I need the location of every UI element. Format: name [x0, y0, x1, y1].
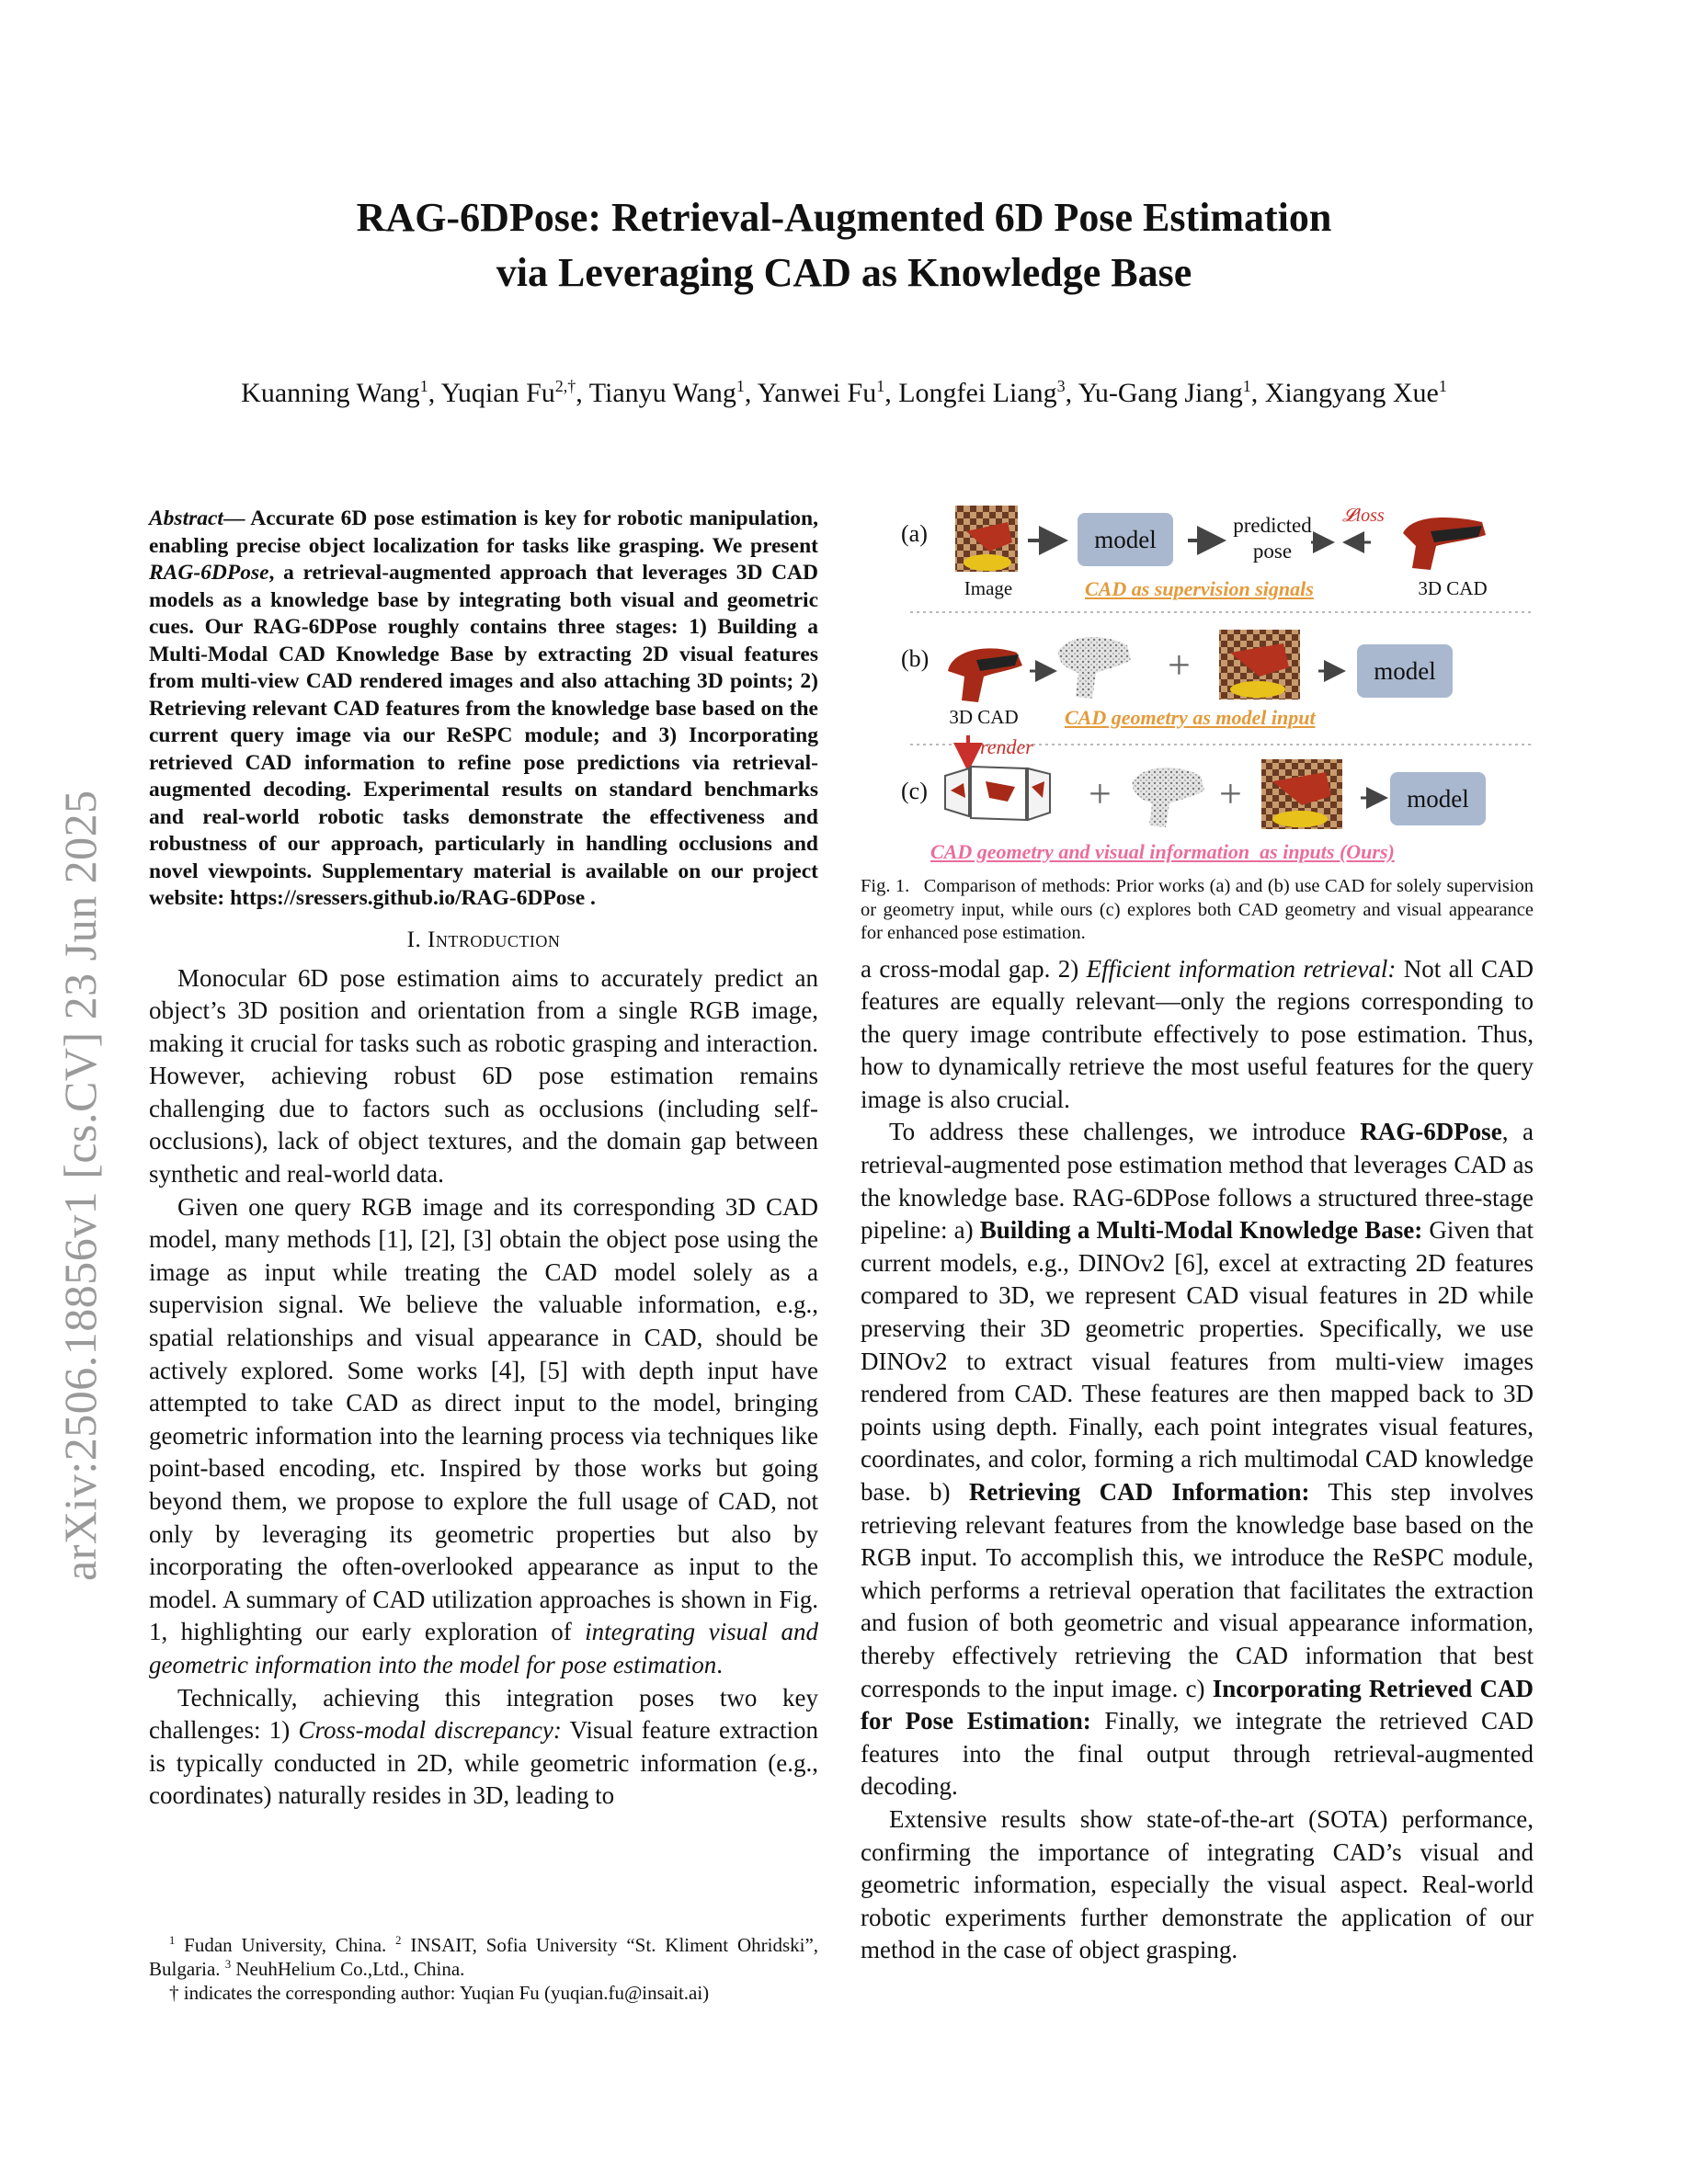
abstract-text: Accurate 6D pose estimation is key for robotic manipulation, enabling precise object localization for tasks like grasping. We present	[149, 506, 818, 558]
row-label-a: (a)	[901, 520, 928, 547]
right-column	[861, 506, 1534, 1967]
paragraph-text: This step involves retrieving relevant features from the knowledge base based on the RGB input. To accomplish this, we introduce the ReSPC module, which performs a retrieval operation that facilitates the extraction and fusion of both geometric and visual appearance information, thereby effectively retrieving the CAD information that best corresponds to the input image. c)	[861, 1478, 1534, 1702]
abstract-dash: —	[222, 506, 245, 530]
plus-icon: +	[1089, 771, 1112, 816]
bold-text: Incorporating Retrieved CAD for Pose Estimation:	[861, 1674, 1534, 1735]
plus-icon: +	[1168, 643, 1191, 688]
abstract-text: , a retrieval-augmented approach that leverages 3D CAD models as a knowledge base by integrating both visual and geometric cues. Our RAG-6DPose roughly contains three stages: 1) Building a Multi-Modal CAD Knowledge Base by extracting 2D visual features from multi-view CAD rendered images and also attaching 3D points; 2) Retrieving relevant CAD features from the knowledge base based on the current query image via our ReSPC module; and 3) Incorporating retrieved CAD information to refine pose predictions via retrieval-augmented decoding. Experimental results on standard benchmarks and real-world robotic tasks demonstrate the effectiveness and robustness of our approach, particularly in handling occlusions and novel viewpoints. Supplementary material is available on our project website: https://sressers.github.io/RAG-6DPose .	[149, 561, 818, 910]
model-box-a: model	[1078, 513, 1173, 566]
title-line-1: RAG-6DPose: Retrieval-Augmented 6D Pose Estimation	[356, 195, 1332, 240]
caption-a: CAD as supervision signals	[1085, 577, 1314, 600]
bold-text: RAG-6DPose	[1360, 1118, 1502, 1146]
intro-paragraph-1: Monocular 6D pose estimation aims to accurately predict an object’s 3D position and orientation from a single RGB image, making it crucial for tasks such as robotic grasping and interaction. However, achieving robust 6D pose estimation remains challenging due to factors such as occlusions (including self-occlusions), lack of object textures, and the domain gap between synthetic and real-world data.	[149, 963, 818, 1189]
paragraph-text: , a retrieval-augmented pose estimation method that leverages CAD as the knowledge base. RAG-6DPose follows a structured three-stage pipeline: a)	[861, 1118, 1534, 1245]
paragraph-text: .	[716, 1650, 723, 1678]
intro-paragraph-2	[149, 1191, 818, 1682]
right-paragraph-3: Extensive results show state-of-the-art (SOTA) performance, confirming the importance of integrating CAD’s visual and geometric information, especially the visual aspect. Real-world robotic experiments further demonstrate the application of our method in the case of object grasping.	[861, 1804, 1534, 1964]
section-title: Introduction	[428, 927, 561, 952]
row-a-graphics	[955, 506, 1486, 572]
footnote-affiliations: $^1$ Fudan University, China. $^2$ INSAIT, Sofia University “St. Kliment Ohridski”, Bulgaria. $^3$ NeuhHelium Co.,Ltd., China.	[149, 1934, 819, 1980]
method-name: RAG-6DPose	[149, 561, 269, 585]
row-label-c: (c)	[901, 778, 928, 804]
right-paragraph-1	[861, 953, 1534, 1117]
figure-caption	[861, 875, 1534, 946]
affiliation-mark: 2,†	[554, 377, 576, 395]
affiliation-mark: 1	[1438, 377, 1447, 395]
footnote-text: INSAIT, Sofia University “St. Kliment Ohridski”, Bulgaria.	[149, 1934, 819, 1980]
model-box-c: model	[1390, 772, 1486, 825]
caption-b: CAD geometry as model input	[1065, 706, 1316, 729]
row-b-graphics	[948, 630, 1340, 702]
plus-icon: +	[1219, 771, 1242, 816]
paragraph-text: Given that current models, e.g., DINOv2 [6], excel at extracting 2D features compared to 3D, we represent CAD visual features in 2D while preserving their 3D geometric properties. Specifically, we use DINOv2 to extract visual features from multi-view images rendered from CAD. These features are then mapped back to 3D points using depth. Finally, each point integrates visual features, coordinates, and color, forming a rich multimodal CAD knowledge base. b)	[861, 1216, 1534, 1506]
section-heading	[149, 927, 818, 953]
image-object-banana	[1272, 811, 1328, 827]
paragraph-text: To address these challenges, we introduce	[889, 1118, 1361, 1146]
footnote-text: NeuhHelium Co.,Ltd., China.	[235, 1958, 465, 1980]
left-column	[149, 506, 818, 1813]
paragraph-text: Visual feature extraction is typically conducted in 2D, while geometric information (e.g., coordinates) naturally resides in 3D, leading to	[149, 1716, 818, 1810]
affiliation-mark: 1	[876, 377, 885, 395]
emphasis-text: integrating visual and geometric information into the model for pose estimation	[149, 1618, 818, 1678]
paper-title	[0, 190, 1688, 301]
paragraph-text: Given one query RGB image and its corresponding 3D CAD model, many methods [1], [2], [3] obtain the object pose using the image as input while treating the CAD model solely as a supervision signal. We believe the valuable information, e.g., spatial relationships and visual appearance in CAD, should be actively explored. Some works [4], [5] with depth input have attempted to take CAD as direct input to the model, bringing geometric information into the learning process via techniques like point-based encoding, etc. Inspired by those works but going beyond them, we propose to explore the full usage of CAD, not only by leveraging its geometric properties but also by incorporating the often-overlooked appearance as input to the model. A summary of CAD utilization approaches is shown in Fig. 1, highlighting our early exploration of	[149, 1192, 818, 1646]
paragraph-text: Not all CAD features are equally relevant—only the regions corresponding to the query image contribute effectively to pose estimation. Thus, how to dynamically retrieve the most useful features for the query image is also crucial.	[861, 954, 1534, 1113]
predicted-pose-label	[1228, 513, 1317, 564]
title-line-2: via Leveraging CAD as Knowledge Base	[496, 250, 1192, 295]
point-cloud-c	[1133, 768, 1204, 827]
emphasis-text: Cross-modal discrepancy:	[298, 1716, 562, 1745]
caption-c: CAD geometry and visual information as inputs (Ours)	[930, 840, 1395, 863]
affiliation-mark: 1	[736, 377, 745, 395]
render-label: render	[980, 735, 1033, 758]
arxiv-identifier: arXiv:2506.18856v1 [cs.CV] 23 Jun 2025	[54, 790, 106, 1581]
author: Yuqian Fu	[440, 378, 555, 408]
row-label-b: (b)	[901, 645, 930, 672]
image-object-banana	[1230, 681, 1285, 698]
author: Tianyu Wang	[588, 378, 736, 408]
image-object-banana	[964, 554, 1011, 571]
cad-drill-a	[1403, 518, 1486, 570]
emphasis-text: Efficient information retrieval:	[1086, 954, 1397, 983]
affiliation-mark: 3	[1056, 377, 1066, 395]
section-number: I.	[406, 927, 422, 952]
footnote-text: Fudan University, China.	[184, 1934, 387, 1956]
author: Xiangyang Xue	[1264, 378, 1439, 408]
author-list: Kuanning Wang$^1$, Yuqian $Fu^{2,\dagger}$, Tianyu Wang$^1$, Yanwei Fu$^1$, Longfei Liang$^3$, Yu-Gang Jiang$^1$, Xiangyang Xue$^1$	[241, 377, 1447, 408]
figure-number: Fig. 1.	[861, 876, 910, 896]
image-caption: Image	[964, 577, 1013, 599]
paragraph-text: a cross-modal gap. 2)	[861, 954, 1087, 983]
author: Longfei Liang	[898, 378, 1057, 408]
right-paragraph-2	[861, 1116, 1534, 1803]
cad-caption-a: 3D CAD	[1418, 577, 1488, 599]
point-cloud-b	[1058, 637, 1131, 699]
footnote-corresponding: † indicates the corresponding author: Yuqian Fu (yuqian.fu@insait.ai)	[169, 1982, 710, 2004]
predicted-text: predicted	[1233, 514, 1312, 537]
abstract	[149, 506, 818, 913]
model-box-b: model	[1357, 644, 1453, 698]
bold-text: Retrieving CAD Information:	[968, 1478, 1310, 1506]
pose-text: pose	[1252, 540, 1293, 563]
paragraph-text: Technically, achieving this integration poses two key challenges: 1)	[149, 1683, 818, 1745]
footnotes	[149, 1933, 818, 2005]
affiliation-mark: 1	[1242, 377, 1251, 395]
affiliation-mark: 1	[419, 377, 428, 395]
figure-1	[861, 506, 1534, 873]
intro-paragraph-3	[149, 1682, 818, 1813]
author: Kuanning Wang	[241, 378, 420, 408]
author: Yu-Gang Jiang	[1078, 378, 1243, 408]
author: Yanwei Fu	[757, 378, 877, 408]
abstract-lead: Abstract	[149, 506, 223, 530]
paragraph-text: Finally, we integrate the retrieved CAD features into the final output through retrieval-augmented decoding.	[861, 1707, 1534, 1801]
bold-text: Building a Multi-Modal Knowledge Base:	[979, 1216, 1423, 1245]
figure-caption-text: Comparison of methods: Prior works (a) and (b) use CAD for solely supervision or geometry input, while ours (c) explores both CAD geometry and visual appearance for enhanced pose estimation.	[861, 876, 1534, 943]
loss-label: 𝓛loss	[1342, 506, 1385, 526]
cad-caption-b: 3D CAD	[949, 706, 1019, 728]
